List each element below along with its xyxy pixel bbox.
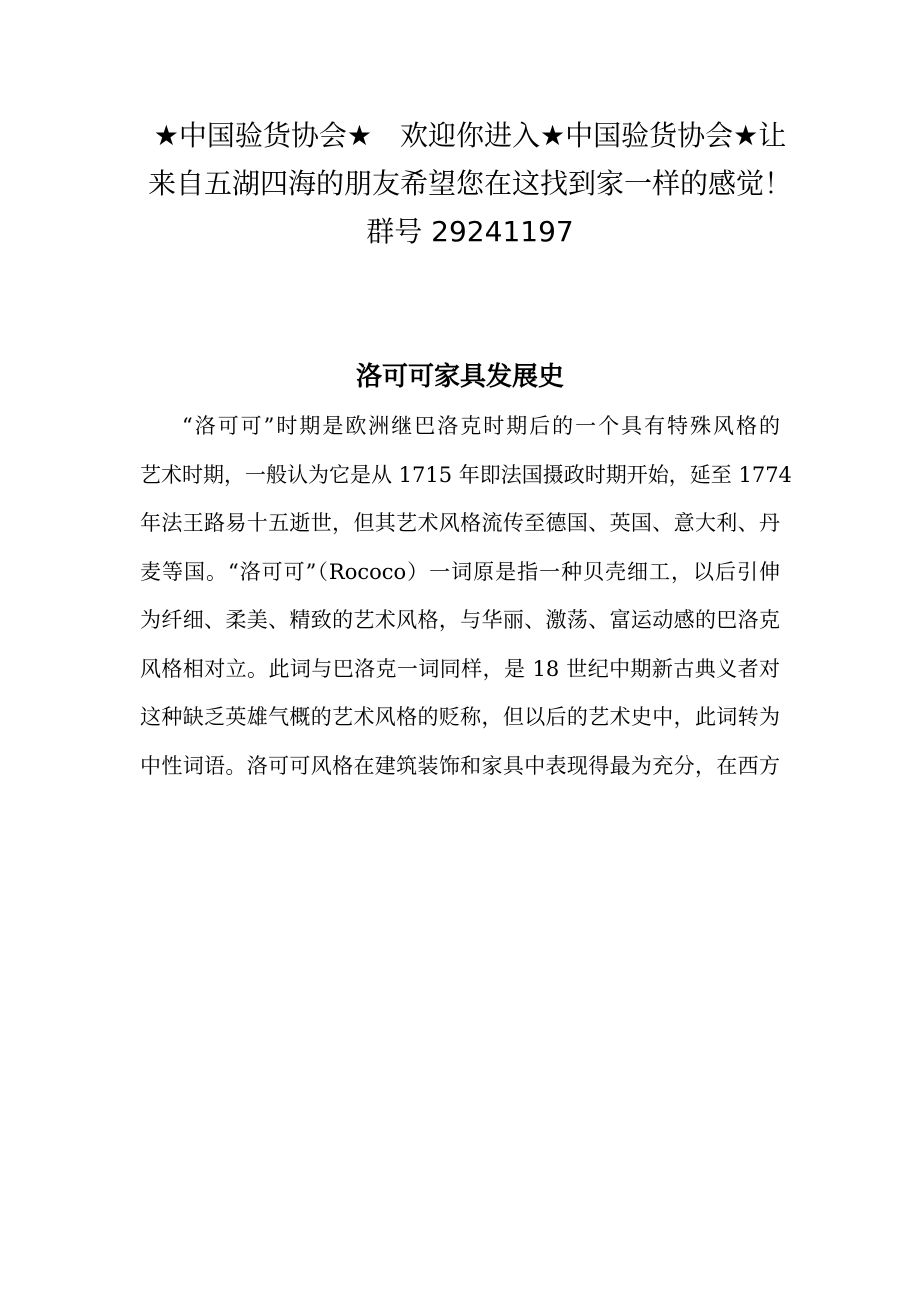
paragraph-line: 风格相对立。此词与巴洛克一词同样，是 18 世纪中期新古典义者对 bbox=[140, 656, 780, 681]
paragraph-line: 中性词语。洛可可风格在建筑装饰和家具中表现得最为充分，在西方 bbox=[140, 753, 780, 778]
paragraph-line: 麦等国。“洛可可”（Rococo）一词原是指一种贝壳细工，以后引伸 bbox=[140, 559, 780, 584]
paragraph-line: 这种缺乏英雄气概的艺术风格的贬称，但以后的艺术史中，此词转为 bbox=[140, 705, 780, 729]
header-banner bbox=[120, 112, 820, 256]
paragraph-line: 艺术时期，一般认为它是从 1715 年即法国摄政时期开始，延至 1774 bbox=[140, 462, 792, 487]
header-line: ★中国验货协会★ 欢迎你进入★中国验货协会★让 bbox=[153, 119, 787, 152]
header-line: 来自五湖四海的朋友希望您在这找到家一样的感觉！ bbox=[147, 167, 792, 200]
paragraph-line: “洛可可”时期是欧洲继巴洛克时期后的一个具有特殊风格的 bbox=[182, 414, 780, 438]
article-title: 洛可可家具发展史 bbox=[355, 362, 564, 392]
header-group-number: 群号 29241197 bbox=[366, 215, 574, 248]
article-body bbox=[140, 402, 792, 790]
paragraph-line: 为纤细、柔美、精致的艺术风格，与华丽、激荡、富运动感的巴洛克 bbox=[140, 608, 780, 632]
paragraph-line: 年法王路易十五逝世，但其艺术风格流传至德国、英国、意大利、丹 bbox=[140, 511, 780, 535]
